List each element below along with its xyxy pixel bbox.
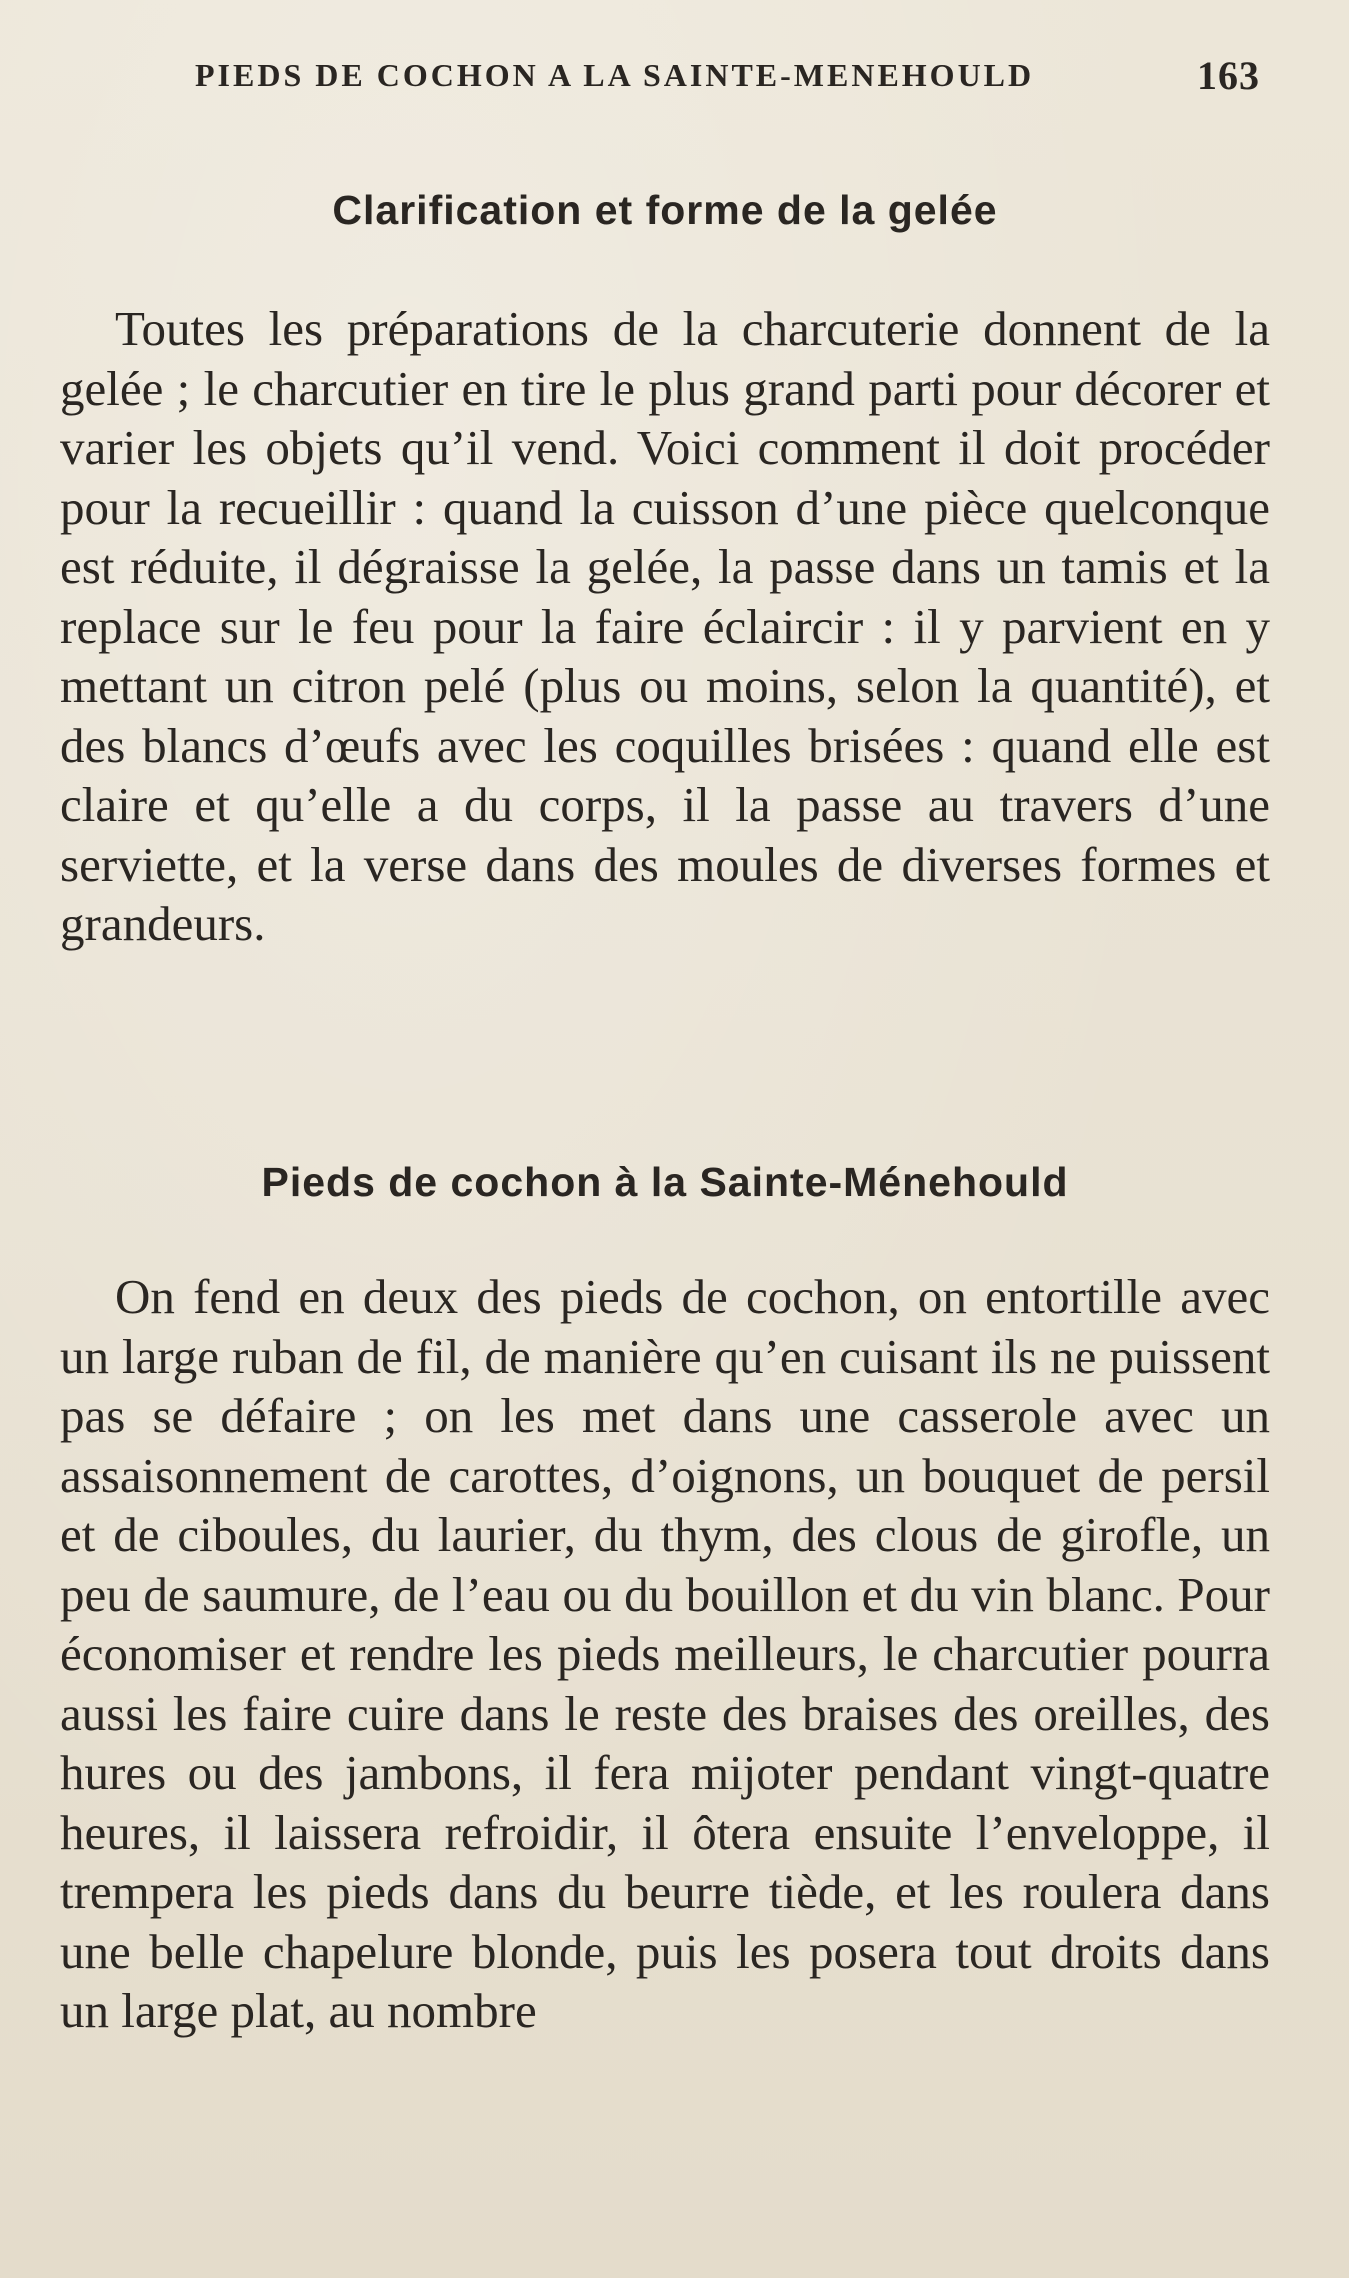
section-heading: Pieds de cochon à la Sainte-Ménehould bbox=[261, 1159, 1069, 1205]
running-title: PIEDS DE COCHON A LA SAINTE-MENEHOULD bbox=[195, 56, 1035, 93]
running-head bbox=[195, 50, 1270, 100]
body-paragraph: Toutes les préparations de la charcuterie donnent de la gelée ; le charcutier en tire le plus grand parti pour décorer et varier les objets qu’il vend. Voici comment il doit procéder pour la recueillir : quand la cuisson d’une pièce quelconque est réduite, il dégraisse la gelée, la passe dans un tamis et la replace sur le feu pour la faire éclaircir : il y parvient en y mettant un citron pelé (plus ou moins, selon la quantité), et des blancs d’œufs avec les coquilles brisées : quand elle est claire et qu’elle a du corps, il la passe au travers d’une serviette, et la verse dans des moules de diverses formes et grandeurs. bbox=[60, 301, 1270, 951]
body-paragraph: On fend en deux des pieds de cochon, on entortille avec un large ruban de fil, de manière qu’en cuisant ils ne puissent pas se défaire ; on les met dans une casserole avec un assaisonnement de carottes, d’oignons, un bouquet de persil et de ciboules, du laurier, du thym, des clous de girofle, un peu de saumure, de l’eau ou du bouillon et du vin blanc. Pour économiser et rendre les pieds meilleurs, le charcutier pourra aussi les faire cuire dans le reste des braises des oreilles, des hures ou des jambons, il fera mijoter pendant vingt-quatre heures, il laissera refroidir, il ôtera ensuite l’enveloppe, il trempera les pieds dans du beurre tiède, et les roulera dans une belle chapelure blonde, puis les posera tout droits dans un large plat, au nombre bbox=[60, 1269, 1270, 2038]
section-pieds-de-cochon bbox=[60, 1159, 1270, 2041]
page-number: 163 bbox=[1197, 52, 1260, 98]
section-heading: Clarification et forme de la gelée bbox=[332, 187, 998, 233]
section-clarification bbox=[60, 187, 1270, 954]
